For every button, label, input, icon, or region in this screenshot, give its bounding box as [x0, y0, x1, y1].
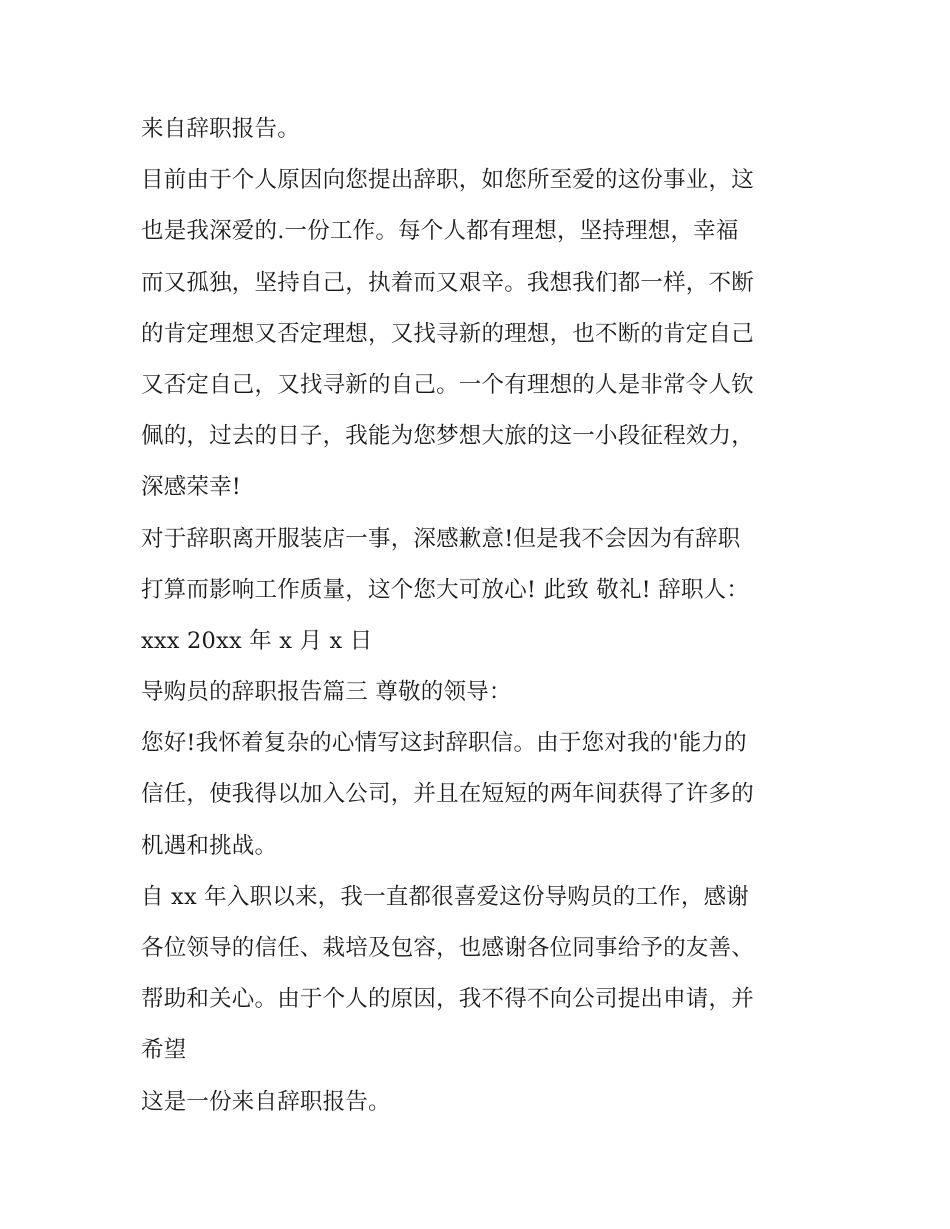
- text-line: 深感荣幸!: [141, 474, 242, 501]
- text-line: 这是一份来自辞职报告。: [141, 1088, 391, 1115]
- text-line: 机遇和挑战。: [141, 832, 278, 859]
- text-line: 而又孤独，坚持自己，执着而又艰辛。我想我们都一样，不断: [141, 269, 754, 296]
- text-line: 又否定自己，又找寻新的自己。一个有理想的人是非常令人钦: [141, 371, 754, 398]
- text-line: 对于辞职离开服装店一事，深感歉意!但是我不会因为有辞职: [141, 525, 741, 552]
- text-line: 也是我深爱的.一份工作。每个人都有理想，坚持理想，幸福: [141, 218, 739, 245]
- text-line: 目前由于个人原因向您提出辞职，如您所至爱的这份事业，这: [141, 167, 754, 194]
- text-line: 各位领导的信任、栽培及包容，也感谢各位同事给予的友善、: [141, 935, 754, 961]
- text-line: 来自辞职报告。: [141, 116, 300, 142]
- text-line: 您好!我怀着复杂的心情写这封辞职信。由于您对我的'能力的: [141, 730, 747, 757]
- text-line: 导购员的辞职报告篇三 尊敬的领导：: [141, 679, 512, 706]
- text-line: xxx 20xx 年 x 月 x 日: [141, 627, 373, 654]
- text-line: 帮助和关心。由于个人的原因，我不得不向公司提出申请，并: [141, 986, 754, 1013]
- text-line: 希望: [141, 1037, 187, 1064]
- document-body: [141, 104, 821, 1128]
- text-line: 的肯定理想又否定理想，又找寻新的理想，也不断的肯定自己: [141, 320, 754, 347]
- text-line: 打算而影响工作质量，这个您大可放心! 此致 敬礼! 辞职人：: [141, 576, 750, 603]
- text-line: 自 xx 年入职以来，我一直都很喜爱这份导购员的工作，感谢: [141, 883, 749, 910]
- text-line: 佩的，过去的日子，我能为您梦想大旅的这一小段征程效力，: [141, 423, 754, 450]
- text-line: 信任，使我得以加入公司，并且在短短的两年间获得了许多的: [141, 781, 754, 808]
